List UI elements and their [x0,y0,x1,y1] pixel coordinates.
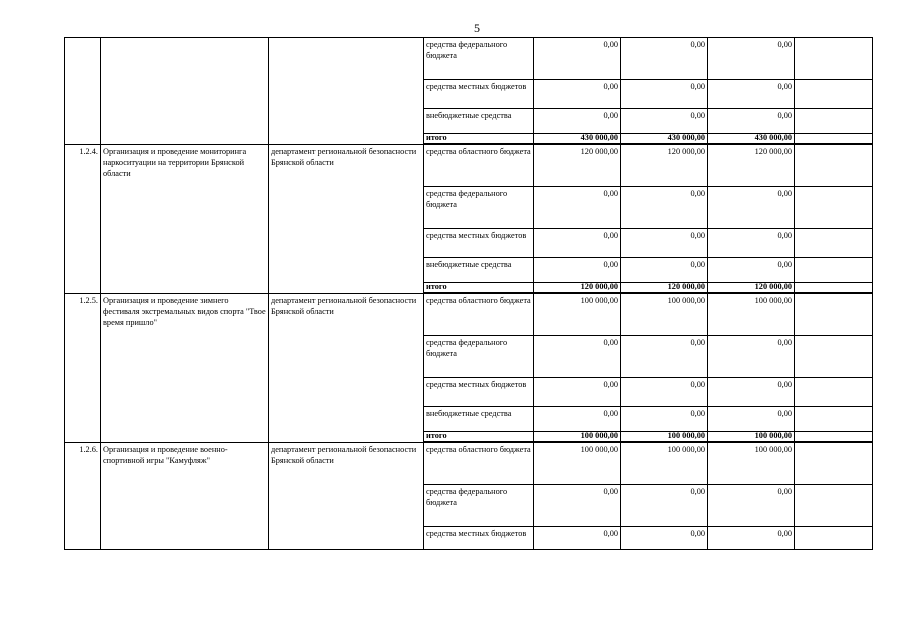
empty-cell [795,442,873,485]
item-code-cell: 1.2.5. [65,293,101,442]
value-cell: 0,00 [534,485,621,527]
total-label: итого [424,432,534,443]
total-value: 430 000,00 [708,134,795,145]
item-executor-cell [269,38,424,145]
item-name-cell: Организация и проведение зимнего фестиваля экстремальных видов спорта "Твое время пришло" [101,293,269,442]
budget-table [64,37,873,550]
item-code-cell: 1.2.4. [65,144,101,293]
empty-cell [795,432,873,443]
value-cell: 0,00 [708,527,795,550]
source-cell: средства областного бюджета [424,442,534,485]
value-cell: 0,00 [621,485,708,527]
empty-cell [795,485,873,527]
value-cell: 100 000,00 [621,293,708,336]
item-executor-cell: департамент региональной безопасности Брянской области [269,442,424,550]
source-cell: средства областного бюджета [424,144,534,187]
value-cell: 120 000,00 [621,144,708,187]
value-cell: 0,00 [708,187,795,229]
item-name-cell: Организация и проведение военно-спортивной игры "Камуфляж" [101,442,269,550]
value-cell: 0,00 [708,38,795,80]
value-cell: 0,00 [621,378,708,407]
value-cell: 0,00 [534,109,621,134]
value-cell: 0,00 [534,407,621,432]
item-code-cell: 1.2.6. [65,442,101,550]
value-cell: 0,00 [621,38,708,80]
value-cell: 120 000,00 [708,144,795,187]
item-code-cell [65,38,101,145]
empty-cell [795,38,873,80]
empty-cell [795,187,873,229]
value-cell: 0,00 [708,336,795,378]
total-value: 100 000,00 [534,432,621,443]
item-executor-cell: департамент региональной безопасности Брянской области [269,293,424,442]
value-cell: 0,00 [534,527,621,550]
item-name-cell: Организация и проведение мониторинга наркоситуации на территории Брянской области [101,144,269,293]
total-value: 100 000,00 [621,432,708,443]
total-value: 430 000,00 [534,134,621,145]
total-value: 430 000,00 [621,134,708,145]
empty-cell [795,258,873,283]
value-cell: 100 000,00 [708,293,795,336]
value-cell: 0,00 [534,378,621,407]
table-row [65,144,873,187]
empty-cell [795,283,873,294]
empty-cell [795,378,873,407]
source-cell: внебюджетные средства [424,258,534,283]
empty-cell [795,229,873,258]
value-cell: 0,00 [534,336,621,378]
total-value: 120 000,00 [534,283,621,294]
source-cell: средства областного бюджета [424,293,534,336]
value-cell: 0,00 [621,229,708,258]
value-cell: 0,00 [708,378,795,407]
value-cell: 0,00 [708,258,795,283]
empty-cell [795,407,873,432]
empty-cell [795,80,873,109]
empty-cell [795,336,873,378]
value-cell: 0,00 [534,229,621,258]
source-cell: внебюджетные средства [424,109,534,134]
source-cell: средства местных бюджетов [424,229,534,258]
value-cell: 0,00 [534,258,621,283]
value-cell: 0,00 [621,109,708,134]
value-cell: 0,00 [621,258,708,283]
value-cell: 100 000,00 [621,442,708,485]
value-cell: 0,00 [621,336,708,378]
item-name-cell [101,38,269,145]
value-cell: 120 000,00 [534,144,621,187]
value-cell: 0,00 [621,407,708,432]
value-cell: 100 000,00 [534,442,621,485]
source-cell: средства федерального бюджета [424,187,534,229]
value-cell: 0,00 [708,407,795,432]
table-row [65,442,873,485]
value-cell: 0,00 [708,80,795,109]
value-cell: 0,00 [534,80,621,109]
table-row [65,38,873,80]
empty-cell [795,527,873,550]
value-cell: 0,00 [534,38,621,80]
empty-cell [795,144,873,187]
source-cell: средства федерального бюджета [424,485,534,527]
value-cell: 0,00 [621,527,708,550]
page-number: 5 [474,21,480,35]
source-cell: внебюджетные средства [424,407,534,432]
value-cell: 0,00 [708,485,795,527]
item-executor-cell: департамент региональной безопасности Брянской области [269,144,424,293]
total-value: 120 000,00 [621,283,708,294]
table-row [65,293,873,336]
value-cell: 0,00 [621,80,708,109]
empty-cell [795,134,873,145]
source-cell: средства местных бюджетов [424,378,534,407]
total-label: итого [424,134,534,145]
value-cell: 100 000,00 [534,293,621,336]
empty-cell [795,293,873,336]
value-cell: 0,00 [621,187,708,229]
source-cell: средства федерального бюджета [424,336,534,378]
value-cell: 0,00 [534,187,621,229]
empty-cell [795,109,873,134]
total-value: 120 000,00 [708,283,795,294]
value-cell: 0,00 [708,109,795,134]
total-label: итого [424,283,534,294]
source-cell: средства федерального бюджета [424,38,534,80]
value-cell: 0,00 [708,229,795,258]
source-cell: средства местных бюджетов [424,80,534,109]
value-cell: 100 000,00 [708,442,795,485]
source-cell: средства местных бюджетов [424,527,534,550]
total-value: 100 000,00 [708,432,795,443]
